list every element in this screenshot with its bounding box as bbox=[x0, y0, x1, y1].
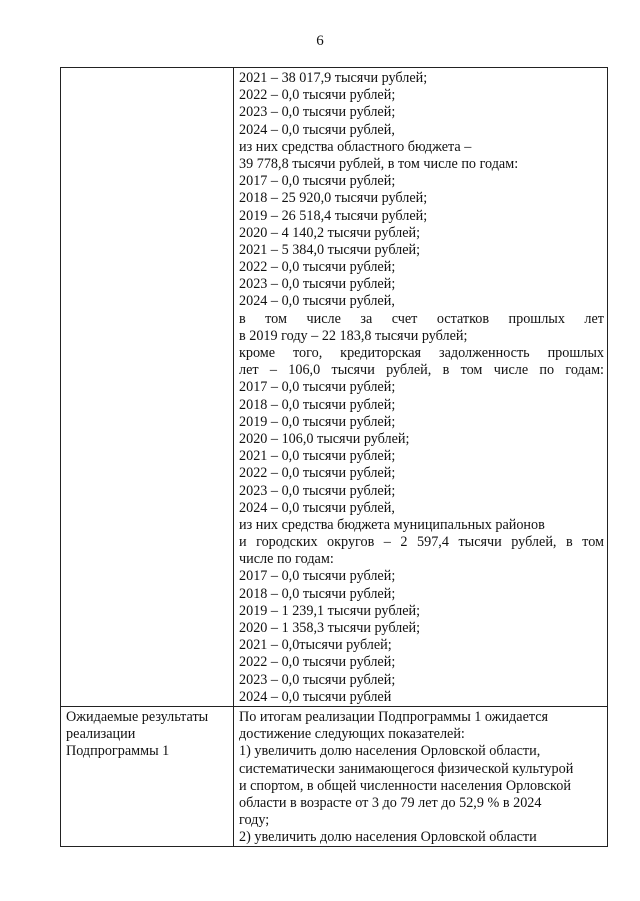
text-line: реализации bbox=[66, 726, 136, 743]
text-line: 2018 – 25 920,0 тысячи рублей; bbox=[239, 190, 428, 207]
text-line: 2023 – 0,0 тысячи рублей; bbox=[239, 482, 396, 499]
expected-results-label bbox=[61, 707, 233, 761]
text-line: из них средства бюджета муниципальных районов bbox=[239, 516, 545, 533]
text-line: 2021 – 5 384,0 тысячи рублей; bbox=[239, 241, 421, 258]
text-line: 2017 – 0,0 тысячи рублей; bbox=[239, 379, 396, 396]
text-line: и спортом, в общей численности населения Орловской bbox=[239, 777, 571, 794]
passport-table bbox=[60, 67, 608, 847]
page-number: 6 bbox=[316, 33, 324, 49]
text-line: 2024 – 0,0 тысячи рублей, bbox=[239, 499, 395, 516]
financing-details-cell bbox=[234, 68, 608, 707]
text-line: 2019 – 1 239,1 тысячи рублей; bbox=[239, 602, 421, 619]
text-line: 2021 – 0,0тысячи рублей; bbox=[239, 637, 392, 654]
text-line: из них средства областного бюджета – bbox=[239, 138, 472, 155]
text-line: 2024 – 0,0 тысячи рублей, bbox=[239, 121, 395, 138]
table-row-financing bbox=[61, 68, 608, 707]
text-line: 2019 – 26 518,4 тысячи рублей; bbox=[239, 207, 428, 224]
row-label-cell bbox=[61, 68, 234, 707]
text-line: 2019 – 0,0 тысячи рублей; bbox=[239, 413, 396, 430]
text-line: систематически занимающегося физической культурой bbox=[239, 760, 574, 777]
text-line: 2022 – 0,0 тысячи рублей; bbox=[239, 654, 396, 671]
text-line: году; bbox=[239, 812, 270, 829]
financing-lines bbox=[234, 68, 607, 706]
text-line: 2021 – 38 017,9 тысячи рублей; bbox=[239, 70, 428, 86]
expected-results-cell bbox=[234, 706, 608, 847]
text-line: 2018 – 0,0 тысячи рублей; bbox=[239, 585, 396, 602]
text-line: 2020 – 4 140,2 тысячи рублей; bbox=[239, 224, 421, 241]
text-line: 2023 – 0,0 тысячи рублей; bbox=[239, 276, 396, 293]
text-line: 2017 – 0,0 тысячи рублей; bbox=[239, 173, 396, 190]
text-line: 2017 – 0,0 тысячи рублей; bbox=[239, 568, 396, 585]
text-line: 2020 – 106,0 тысячи рублей; bbox=[239, 430, 410, 447]
text-line: достижение следующих показателей: bbox=[239, 726, 465, 743]
text-line: 2022 – 0,0 тысячи рублей; bbox=[239, 259, 396, 276]
text-line: 2018 – 0,0 тысячи рублей; bbox=[239, 396, 396, 413]
text-line: Ожидаемые результаты bbox=[66, 708, 209, 725]
text-line: 2023 – 0,0 тысячи рублей; bbox=[239, 104, 396, 121]
table-row-expected-results bbox=[61, 706, 608, 847]
text-line: числе по годам: bbox=[239, 551, 334, 568]
text-line: 2023 – 0,0 тысячи рублей; bbox=[239, 671, 396, 688]
text-line: 2024 – 0,0 тысячи рублей bbox=[239, 688, 392, 705]
text-line: кроме того, кредиторская задолженность прошлых bbox=[239, 345, 604, 361]
text-line: 2022 – 0,0 тысячи рублей; bbox=[239, 465, 396, 482]
text-line: и городских округов – 2 597,4 тысячи рублей, в том bbox=[239, 534, 604, 551]
text-line: в 2019 году – 22 183,8 тысячи рублей; bbox=[239, 327, 468, 344]
expected-results-lines bbox=[234, 707, 607, 847]
text-line: 39 778,8 тысячи рублей, в том числе по годам: bbox=[239, 155, 519, 172]
text-line: лет – 106,0 тысячи рублей, в том числе по годам: bbox=[239, 362, 604, 379]
text-line: 2021 – 0,0 тысячи рублей; bbox=[239, 448, 396, 465]
text-line: в том числе за счет остатков прошлых лет bbox=[239, 310, 604, 327]
text-line: По итогам реализации Подпрограммы 1 ожидается bbox=[239, 708, 549, 725]
text-line: 2022 – 0,0 тысячи рублей; bbox=[239, 87, 396, 104]
text-line: 2024 – 0,0 тысячи рублей, bbox=[239, 293, 395, 310]
expected-results-label-cell bbox=[61, 706, 234, 847]
text-line: 2) увеличить долю населения Орловской области bbox=[239, 829, 537, 846]
text-line: 2020 – 1 358,3 тысячи рублей; bbox=[239, 620, 421, 636]
text-line: области в возрасте от 3 до 79 лет до 52,9 % в 2024 bbox=[239, 794, 542, 811]
text-line: 1) увеличить долю населения Орловской области, bbox=[239, 743, 541, 760]
text-line: Подпрограммы 1 bbox=[66, 743, 170, 760]
